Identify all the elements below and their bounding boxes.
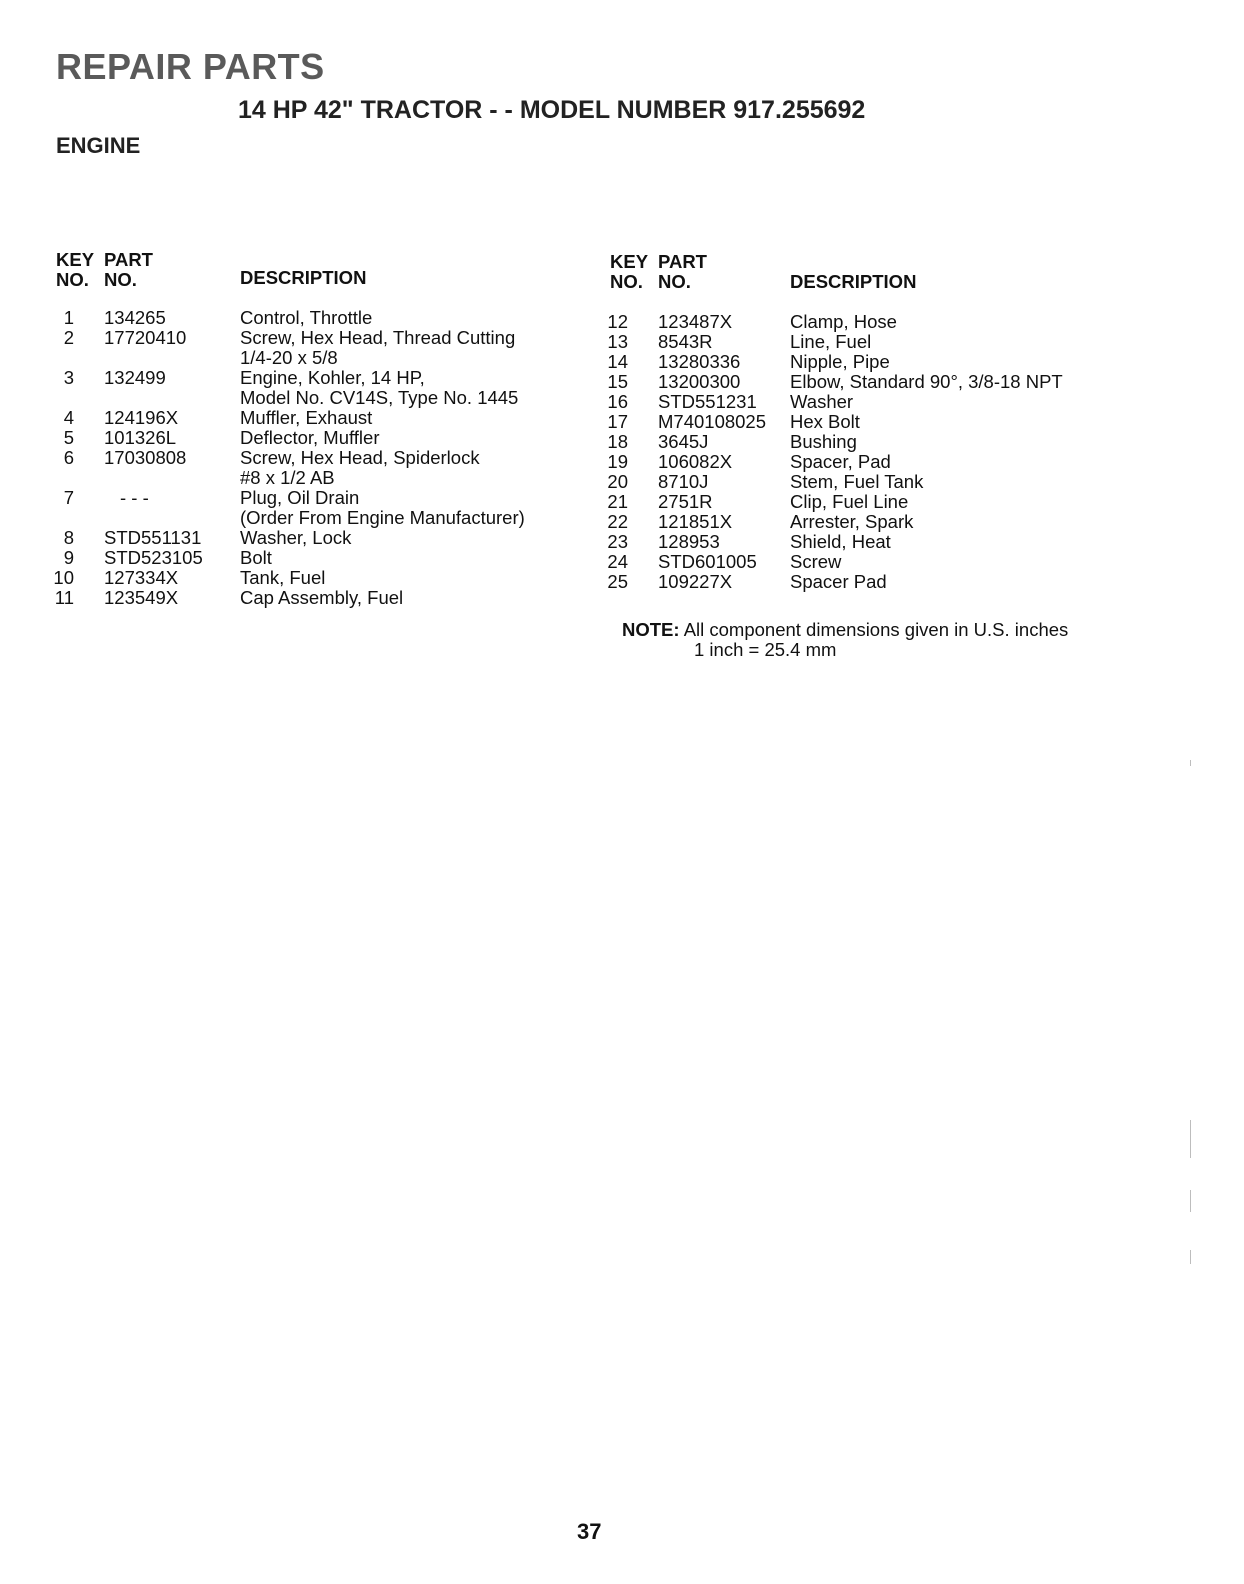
key-number: 6	[63, 447, 74, 468]
table-row	[607, 471, 1130, 492]
key-number: 12	[607, 311, 628, 332]
part-number: STD551131	[104, 527, 202, 548]
part-description: Screw, Hex Head, Thread Cutting	[240, 327, 516, 348]
key-number: 7	[63, 487, 74, 508]
key-no-header-top: KEY	[56, 249, 95, 270]
table-row	[56, 408, 576, 428]
part-description: Bolt	[240, 547, 272, 568]
part-description: Shield, Heat	[790, 531, 891, 552]
part-description: 1/4-20 x 5/8	[240, 347, 338, 368]
part-no-header-bottom: NO.	[658, 271, 691, 292]
part-number: 13280336	[658, 351, 741, 372]
table-row	[607, 571, 1130, 592]
part-number: 3645J	[658, 431, 709, 452]
part-description: Engine, Kohler, 14 HP,	[240, 367, 425, 388]
part-description: Stem, Fuel Tank	[790, 471, 924, 492]
part-number: 109227X	[658, 571, 733, 592]
table-body	[607, 311, 1130, 592]
key-no-header-bottom: NO.	[56, 269, 89, 290]
part-number: 124196X	[104, 407, 179, 428]
key-number: 3	[63, 367, 74, 388]
part-number: 123549X	[104, 587, 179, 608]
part-number: - - -	[120, 487, 149, 508]
scan-artifacts	[1190, 760, 1194, 1500]
key-number: 1	[63, 307, 74, 328]
part-description: Deflector, Muffler	[240, 427, 380, 448]
part-description: (Order From Engine Manufacturer)	[240, 507, 525, 528]
table-row	[56, 488, 576, 528]
part-number: 106082X	[658, 451, 733, 472]
table-row	[56, 328, 576, 368]
table-row	[607, 491, 1130, 512]
table-body	[53, 307, 576, 608]
key-number: 18	[607, 431, 628, 452]
table-row	[607, 451, 1130, 472]
key-number: 19	[607, 451, 628, 472]
description-header: DESCRIPTION	[240, 267, 367, 288]
part-number: 8543R	[658, 331, 713, 352]
part-number: 123487X	[658, 311, 733, 332]
key-number: 5	[63, 427, 74, 448]
part-no-header-top: PART	[658, 251, 707, 272]
table-row	[607, 411, 1130, 432]
key-number: 20	[607, 471, 628, 492]
part-description: Model No. CV14S, Type No. 1445	[240, 387, 519, 408]
table-row	[56, 588, 576, 608]
part-description: Arrester, Spark	[790, 511, 914, 532]
key-no-header-top: KEY	[610, 251, 649, 272]
table-row	[607, 551, 1130, 572]
table-row	[56, 548, 576, 568]
page-title: REPAIR PARTS	[56, 46, 325, 87]
part-number: 17030808	[104, 447, 187, 468]
part-description: Washer	[790, 391, 854, 412]
part-no-header-top: PART	[104, 249, 153, 270]
part-description: #8 x 1/2 AB	[240, 467, 335, 488]
part-description: Control, Throttle	[240, 307, 373, 328]
note-label: NOTE:	[622, 619, 680, 640]
part-description: Line, Fuel	[790, 331, 872, 352]
key-number: 10	[53, 567, 74, 588]
part-description: Spacer, Pad	[790, 451, 891, 472]
part-description: Spacer Pad	[790, 571, 887, 592]
key-number: 21	[607, 491, 628, 512]
part-description: Hex Bolt	[790, 411, 860, 432]
part-description: Screw	[790, 551, 842, 572]
key-number: 17	[607, 411, 628, 432]
dimension-note	[622, 620, 1068, 660]
key-number: 14	[607, 351, 628, 372]
key-number: 25	[607, 571, 628, 592]
part-description: Plug, Oil Drain	[240, 487, 360, 508]
part-number: STD551231	[658, 391, 757, 412]
part-description: Tank, Fuel	[240, 567, 326, 588]
part-number: 101326L	[104, 427, 177, 448]
key-number: 4	[63, 407, 74, 428]
section-heading: ENGINE	[56, 133, 141, 158]
table-row	[607, 431, 1130, 452]
parts-table-left	[53, 249, 576, 608]
table-row	[56, 528, 576, 548]
part-description: Screw, Hex Head, Spiderlock	[240, 447, 480, 468]
key-no-header-bottom: NO.	[610, 271, 643, 292]
table-row	[56, 428, 576, 448]
table-header	[56, 250, 576, 308]
key-number: 13	[607, 331, 628, 352]
table-row	[56, 448, 576, 488]
part-number: M740108025	[658, 411, 767, 432]
parts-table-right	[607, 251, 1130, 592]
table-row	[607, 331, 1130, 352]
part-description: Elbow, Standard 90°, 3/8-18 NPT	[790, 371, 1063, 392]
table-row	[56, 308, 576, 328]
table-row	[607, 351, 1130, 372]
part-description: Cap Assembly, Fuel	[240, 587, 404, 608]
part-number: 2751R	[658, 491, 713, 512]
part-description: Nipple, Pipe	[790, 351, 890, 372]
part-number: 17720410	[104, 327, 187, 348]
part-number: 134265	[104, 307, 166, 328]
key-number: 9	[63, 547, 74, 568]
part-number: STD523105	[104, 547, 203, 568]
model-subtitle: 14 HP 42" TRACTOR - - MODEL NUMBER 917.255692	[238, 96, 866, 124]
part-description: Clip, Fuel Line	[790, 491, 909, 512]
table-row	[607, 371, 1130, 392]
table-row	[607, 311, 1130, 332]
part-description: Muffler, Exhaust	[240, 407, 373, 428]
table-row	[607, 391, 1130, 412]
part-number: 132499	[104, 367, 166, 388]
table-row	[53, 567, 576, 588]
part-description: Clamp, Hose	[790, 311, 897, 332]
part-number: 121851X	[658, 511, 733, 532]
part-number: 128953	[658, 531, 720, 552]
table-header	[610, 252, 1130, 312]
description-header: DESCRIPTION	[790, 271, 917, 292]
table-row	[607, 531, 1130, 552]
part-no-header-bottom: NO.	[104, 269, 137, 290]
key-number: 11	[54, 587, 74, 608]
part-number: 127334X	[104, 567, 179, 588]
key-number: 15	[607, 371, 628, 392]
part-description: Bushing	[790, 431, 857, 452]
part-description: Washer, Lock	[240, 527, 352, 548]
key-number: 22	[607, 511, 628, 532]
key-number: 16	[607, 391, 628, 412]
part-number: 8710J	[658, 471, 709, 492]
table-row	[607, 511, 1130, 532]
note-line-1: All component dimensions given in U.S. inches	[683, 619, 1069, 640]
key-number: 23	[607, 531, 628, 552]
part-number: STD601005	[658, 551, 757, 572]
note-line-2: 1 inch = 25.4 mm	[694, 639, 837, 660]
key-number: 24	[607, 551, 628, 572]
part-number: 13200300	[658, 371, 741, 392]
key-number: 2	[63, 327, 74, 348]
page-number: 37	[577, 1519, 602, 1544]
key-number: 8	[63, 527, 74, 548]
table-row	[56, 368, 576, 408]
